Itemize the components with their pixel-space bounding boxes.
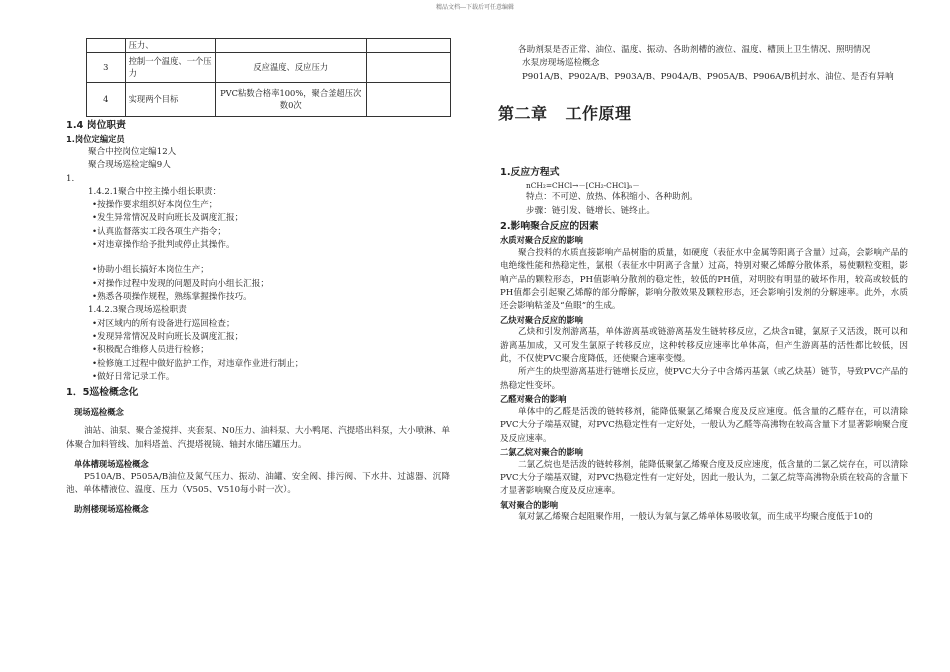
paragraph: P901A/B、P902A/B、P903A/B、P904A/B、P905A/B、P906A/B机封水、油位、是否有异响	[522, 71, 894, 82]
section-title: 1.反应方程式	[500, 166, 560, 178]
paragraph: 乙炔和引发剂游离基，单体游离基或链游离基发生链转移反应，乙炔含π键，氯原子又活泼，既可以和游离基加成，又可发生氯原子转移反应，这种转移反应速率比单体高，但产生游离基的活性都比较低，因此，不仅使PVC聚合度降低，还使聚合速率变慢。	[500, 327, 908, 365]
section-title: 1．5巡检概念化	[66, 387, 139, 399]
page-header: 精品文档---下载后可任意编辑	[435, 4, 515, 11]
paragraph: 所产生的炔型游离基进行链增长反应，使PVC大分子中含烯丙基氯（或乙炔基）链节，导致PVC产品的热稳定性变坏。	[500, 367, 908, 391]
list-item: •认真监督落实工段各项生产指令；	[92, 226, 226, 237]
table-row	[87, 82, 451, 116]
table-cell-item: 实现两个目标	[125, 82, 215, 116]
table-cell-content: PVC粘数合格率100%，聚合釜超压次数0次	[215, 82, 366, 116]
duty-heading: 1.4.2.1聚合中控主操小组长职责：	[88, 186, 222, 197]
paragraph: 油站、油泵、聚合釜搅拌、夹套泵、N0压力、油料泵、大小鸭尾、汽提塔出料泵，大小喷淋、单体聚合加料管线、加料塔盖、汽提塔视镜、轴封水储压罐压力。	[66, 426, 450, 450]
paragraph: P510A/B、P505A/B油位及氮气压力、振动、油罐、安全阀、排污阀、下水井、过滤器、沉降池、单体槽液位、温度、压力（V505、V510每小时一次）。	[66, 471, 450, 496]
list-item: •发生异常情况及时向班长及调度汇报；	[92, 213, 244, 224]
list-item: •发现异常情况及时向班长及调度汇报；	[92, 331, 244, 342]
left-column	[66, 38, 450, 516]
paragraph: 步骤：链引发、链增长、链终止。	[526, 205, 655, 216]
subsection-title: 二氯乙烷对聚合的影响	[500, 446, 583, 457]
subsection-title: 乙炔对聚合反应的影响	[500, 314, 583, 325]
section-title: 2.影响聚合反应的因素	[500, 221, 599, 232]
list-item: •按操作要求组织好本岗位生产；	[92, 200, 218, 211]
table-cell-extra	[366, 39, 450, 53]
paragraph: 特点：不可逆、放热、体积缩小、各种助剂。	[526, 192, 698, 203]
paragraph: 二氯乙烷也是活泼的链转移剂，能降低聚氯乙烯聚合度及反应速度，低含量的二氯乙烷存在，可以清除PVC大分子端基双键，对PVC热稳定性有一定好处，因此一般认为，二氯乙烷等高沸物杂质在较高的含量下才显著影响聚合度及反应速率。	[500, 459, 908, 497]
equation: nCH₂=CHCl→－[CH₂-CHCl]ₙ－	[526, 180, 640, 190]
staff-line: 聚合中控岗位定编12人	[88, 146, 177, 157]
subsection-title: 水质对聚合反应的影响	[500, 235, 583, 246]
chapter-title: 工作原理	[565, 103, 632, 123]
list-item: •对操作过程中发现的问题及时向小组长汇报；	[92, 278, 269, 289]
paragraph: 聚合投料的水质直接影响产品树脂的质量，如硬度（表征水中金属等阳离子含量）过高，会影响产品的电绝缘性能和热稳定性，氯根（表征水中阴离子含量）过高，特别对聚乙烯醇分散体系，易使颗粒变粗，影响产品的颗粒形态，PH值影响分散剂的稳定性，较低的PH值，对明胶有明显的破坏作用，较高或较低的PH值都会引起聚乙烯醇的部分醇解，影响分散效果及颗粒形态，还会影响引发剂的分解速率。此外，水质还会影响粘釜及“鱼眼”的生成。	[500, 248, 908, 312]
list-item: •熟悉各项操作规程，熟练掌握操作技巧。	[92, 292, 252, 303]
table-cell-content: 反应温度、反应压力	[215, 52, 366, 82]
subsection-title: 助剂楼现场巡检概念	[74, 504, 149, 515]
subsection-title: 现场巡检概念	[74, 407, 124, 418]
table-cell-content	[215, 39, 366, 53]
subsection-title: 单体槽现场巡检概念	[74, 458, 149, 469]
chapter-heading	[498, 102, 908, 127]
list-item: •对违章操作给予批判或停止其操作。	[92, 240, 235, 251]
staff-line: 聚合现场巡检定编9人	[88, 160, 171, 171]
table-cell-item: 控制一个温度、一个压力	[125, 52, 215, 82]
list-item: •做好日常记录工作。	[92, 371, 175, 382]
table-cell-num: 3	[87, 52, 126, 82]
table-cell-num	[87, 39, 126, 53]
chapter-number: 第二章	[498, 103, 548, 123]
table-row	[87, 52, 451, 82]
list-item: •协助小组长搞好本岗位生产；	[92, 265, 209, 276]
list-item: •对区域内的所有设备进行巡回检查；	[92, 318, 235, 329]
paragraph: 各助剂泵是否正常、油位、温度、振动、各助剂槽的液位、温度、槽顶上卫生情况、照明情况	[518, 45, 871, 55]
table-cell-num: 4	[87, 82, 126, 116]
list-item: •检修施工过程中做好监护工作，对违章作业进行制止；	[92, 358, 304, 369]
section-title: 1.4 岗位职责	[66, 119, 126, 131]
subsection-title: 水泵房现场巡检概念	[522, 58, 600, 69]
table-cell-extra	[366, 52, 450, 82]
subsection-title: 乙醛对聚合的影响	[500, 394, 567, 405]
right-column	[500, 44, 908, 525]
duty-heading: 1.4.2.3聚合现场巡检职责	[88, 305, 187, 316]
table-cell-extra	[366, 82, 450, 116]
subsection-title: 氧对聚合的影响	[500, 499, 559, 510]
table-row	[87, 39, 451, 53]
paragraph: 氧对氯乙烯聚合起阻聚作用，一般认为氧与氯乙烯单体易吸收氧，而生成平均聚合度低于10的	[518, 512, 873, 523]
list-item: •积极配合维修人员进行检修；	[92, 345, 209, 356]
subsection-title: 1.岗位定编定员	[66, 134, 125, 145]
list-number: 1.	[66, 173, 75, 184]
duty-table	[86, 38, 451, 117]
paragraph: 单体中的乙醛是活泼的链转移剂，能降低聚氯乙烯聚合度及反应速度。低含量的乙醛存在，可以清除PVC大分子端基双键，对PVC热稳定性有一定好处，一般认为乙醛等高沸物在较高含量下才显著影响聚合度及反应速率。	[500, 406, 908, 444]
table-cell-item: 压力、	[125, 39, 215, 53]
